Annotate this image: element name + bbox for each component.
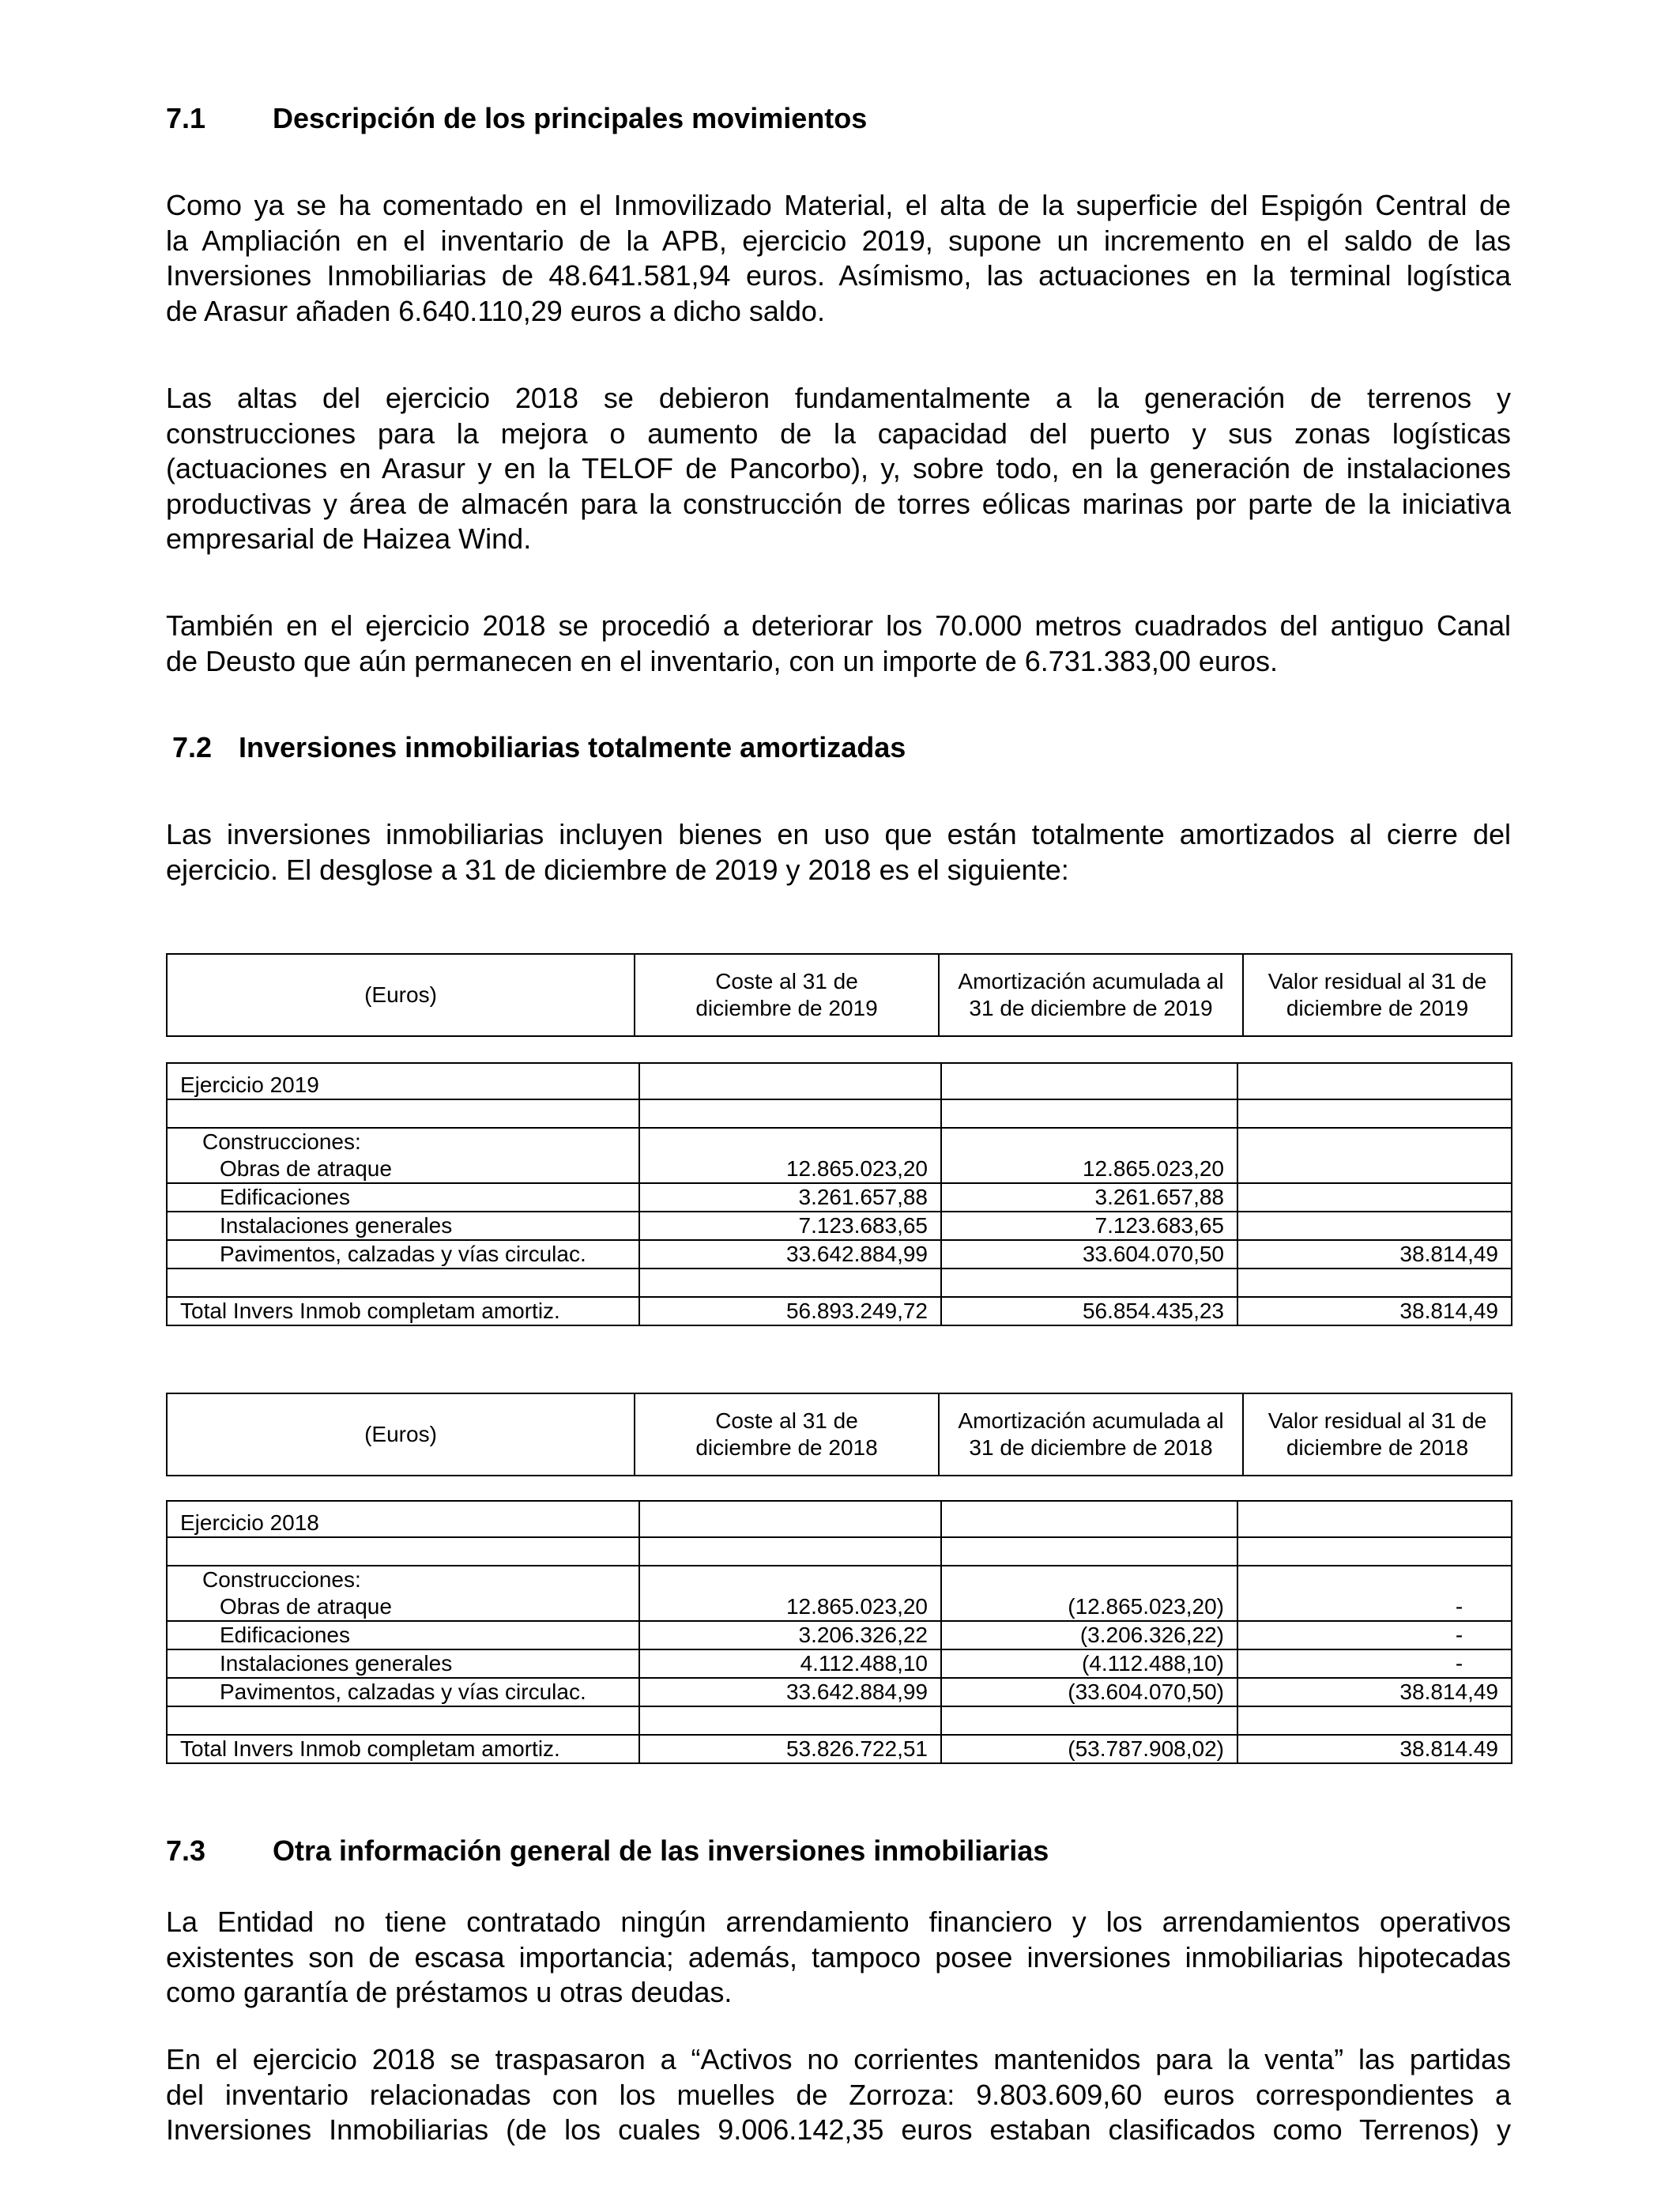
section-number: 7.2 — [172, 731, 213, 763]
cell-residual — [1237, 1155, 1512, 1183]
table-cell-year: Ejercicio 2018 — [167, 1501, 639, 1537]
cell-coste: 12.865.023,20 — [639, 1155, 941, 1183]
section-title: Otra información general de las inversiones inmobiliarias — [273, 1834, 1049, 1867]
cell-residual: - — [1237, 1621, 1512, 1649]
cell-coste: 12.865.023,20 — [639, 1593, 941, 1621]
cell-residual: - — [1237, 1593, 1512, 1621]
table-cell — [639, 1501, 941, 1537]
table-cell — [941, 1063, 1237, 1099]
table-cell — [1237, 1537, 1512, 1566]
row-label: Obras de atraque — [167, 1155, 639, 1183]
cell-residual: - — [1237, 1649, 1512, 1678]
section-number: 7.3 — [166, 1834, 206, 1867]
table-cell — [639, 1063, 941, 1099]
row-label: Instalaciones generales — [167, 1649, 639, 1678]
paragraph-line: Como ya se ha comentado en el Inmovilizado Material, el alta de la superficie del Espigón Central de — [166, 189, 1511, 221]
total-label: Total Invers Inmob completam amortiz. — [167, 1735, 639, 1763]
total-amort: (53.787.908,02) — [941, 1735, 1237, 1763]
table-cell — [941, 1537, 1237, 1566]
row-label: Edificaciones — [167, 1621, 639, 1649]
row-label: Obras de atraque — [167, 1593, 639, 1621]
section-title: Descripción de los principales movimientos — [273, 102, 868, 134]
header-cell: Valor residual al 31 de diciembre de 2018 — [1243, 1393, 1512, 1476]
table-cell-group: Construcciones: — [167, 1128, 639, 1155]
table-cell — [941, 1566, 1237, 1593]
section-heading-7-2 — [172, 730, 906, 765]
table-cell — [1237, 1566, 1512, 1593]
table-cell — [1237, 1128, 1512, 1155]
table-cell — [1237, 1706, 1512, 1735]
paragraph-line: del inventario relacionadas con los muelles de Zorroza: 9.803.609,60 euros correspondientes a — [166, 2078, 1511, 2111]
cell-amort: 7.123.683,65 — [941, 1212, 1237, 1240]
cell-amort: (12.865.023,20) — [941, 1593, 1237, 1621]
header-cell: Amortización acumulada al 31 de diciembre de 2018 — [939, 1393, 1243, 1476]
paragraph-3 — [166, 609, 1511, 679]
header-cell: Coste al 31 de diciembre de 2019 — [635, 954, 939, 1036]
cell-coste: 4.112.488,10 — [639, 1649, 941, 1678]
table-cell — [167, 1269, 639, 1297]
section-heading-7-3 — [166, 1834, 1049, 1868]
cell-coste: 7.123.683,65 — [639, 1212, 941, 1240]
cell-coste: 3.261.657,88 — [639, 1183, 941, 1212]
paragraph-line: construcciones para la mejora o aumento de la capacidad del puerto y sus zonas logísticas — [166, 417, 1511, 450]
table-cell — [941, 1099, 1237, 1128]
section-number: 7.1 — [166, 102, 206, 134]
paragraph-line: la Ampliación en el inventario de la APB, ejercicio 2019, supone un incremento en el saldo de las — [166, 224, 1511, 257]
total-residual: 38.814,49 — [1237, 1297, 1512, 1325]
cell-coste: 33.642.884,99 — [639, 1678, 941, 1706]
table-2019-body — [166, 1062, 1512, 1326]
cell-amort: (4.112.488,10) — [941, 1649, 1237, 1678]
table-cell — [639, 1706, 941, 1735]
table-cell — [167, 1099, 639, 1128]
cell-residual: 38.814,49 — [1237, 1240, 1512, 1269]
table-cell — [639, 1566, 941, 1593]
paragraph-line: (actuaciones en Arasur y en la TELOF de Pancorbo), y, sobre todo, en la generación de instalaciones — [166, 452, 1511, 484]
total-coste: 56.893.249,72 — [639, 1297, 941, 1325]
table-cell — [1237, 1501, 1512, 1537]
cell-coste: 33.642.884,99 — [639, 1240, 941, 1269]
paragraph-2 — [166, 381, 1511, 557]
table-2019-header — [166, 953, 1512, 1037]
paragraph-line: productivas y área de almacén para la construcción de torres eólicas marinas por parte de la iniciativa — [166, 487, 1511, 520]
paragraph-line: En el ejercicio 2018 se traspasaron a “Activos no corrientes mantenidos para la venta” las partidas — [166, 2043, 1511, 2075]
section-heading-7-1 — [166, 101, 867, 136]
paragraph-line: ejercicio. El desglose a 31 de diciembre de 2019 y 2018 es el siguiente: — [166, 853, 1069, 886]
header-cell: (Euros) — [167, 954, 635, 1036]
cell-amort: 33.604.070,50 — [941, 1240, 1237, 1269]
paragraph-line: También en el ejercicio 2018 se procedió a deteriorar los 70.000 metros cuadrados del antiguo Canal — [166, 609, 1511, 642]
row-label: Pavimentos, calzadas y vías circulac. — [167, 1678, 639, 1706]
paragraph-6 — [166, 2042, 1511, 2148]
total-label: Total Invers Inmob completam amortiz. — [167, 1297, 639, 1325]
table-cell — [1237, 1269, 1512, 1297]
total-coste: 53.826.722,51 — [639, 1735, 941, 1763]
table-2018-body — [166, 1500, 1512, 1764]
table-cell — [167, 1537, 639, 1566]
paragraph-line: como garantía de préstamos u otras deudas. — [166, 1976, 733, 2008]
paragraph-line: empresarial de Haizea Wind. — [166, 522, 532, 555]
paragraph-line: de Deusto que aún permanecen en el inventario, con un importe de 6.731.383,00 euros. — [166, 644, 1278, 677]
cell-coste: 3.206.326,22 — [639, 1621, 941, 1649]
paragraph-line: existentes son de escasa importancia; además, tampoco posee inversiones inmobiliarias hipotecadas — [166, 1940, 1511, 1973]
table-cell — [941, 1128, 1237, 1155]
table-cell — [639, 1099, 941, 1128]
table-cell — [1237, 1099, 1512, 1128]
row-label: Pavimentos, calzadas y vías circulac. — [167, 1240, 639, 1269]
paragraph-line: Inversiones Inmobiliarias de 48.641.581,94 euros. Asímismo, las actuaciones en la terminal logística — [166, 259, 1511, 292]
table-cell — [639, 1128, 941, 1155]
table-2018-header — [166, 1393, 1512, 1476]
paragraph-line: Las inversiones inmobiliarias incluyen bienes en uso que están totalmente amortizados al cierre del — [166, 818, 1511, 850]
header-cell: (Euros) — [167, 1393, 635, 1476]
cell-amort: 12.865.023,20 — [941, 1155, 1237, 1183]
paragraph-line: de Arasur añaden 6.640.110,29 euros a dicho saldo. — [166, 294, 825, 327]
cell-residual — [1237, 1183, 1512, 1212]
total-amort: 56.854.435,23 — [941, 1297, 1237, 1325]
paragraph-line: Inversiones Inmobiliarias (de los cuales 9.006.142,35 euros estaban clasificados como Terrenos) y — [166, 2113, 1511, 2146]
table-cell — [639, 1269, 941, 1297]
cell-residual: 38.814,49 — [1237, 1678, 1512, 1706]
table-cell — [941, 1706, 1237, 1735]
row-label: Instalaciones generales — [167, 1212, 639, 1240]
table-cell — [167, 1706, 639, 1735]
table-cell-year: Ejercicio 2019 — [167, 1063, 639, 1099]
cell-amort: 3.261.657,88 — [941, 1183, 1237, 1212]
cell-amort: (33.604.070,50) — [941, 1678, 1237, 1706]
table-cell — [639, 1537, 941, 1566]
table-cell — [941, 1269, 1237, 1297]
cell-amort: (3.206.326,22) — [941, 1621, 1237, 1649]
row-label: Edificaciones — [167, 1183, 639, 1212]
table-cell — [1237, 1063, 1512, 1099]
section-title: Inversiones inmobiliarias totalmente amortizadas — [239, 731, 906, 763]
total-residual: 38.814.49 — [1237, 1735, 1512, 1763]
paragraph-1 — [166, 188, 1511, 329]
header-cell: Valor residual al 31 de diciembre de 2019 — [1243, 954, 1512, 1036]
table-cell — [941, 1501, 1237, 1537]
header-cell: Amortización acumulada al 31 de diciembre de 2019 — [939, 954, 1243, 1036]
paragraph-line: Las altas del ejercicio 2018 se debieron fundamentalmente a la generación de terrenos y — [166, 382, 1511, 414]
paragraph-4 — [166, 817, 1511, 888]
paragraph-line: La Entidad no tiene contratado ningún arrendamiento financiero y los arrendamientos operativos — [166, 1906, 1511, 1938]
paragraph-5 — [166, 1905, 1511, 2011]
table-cell-group: Construcciones: — [167, 1566, 639, 1593]
cell-residual — [1237, 1212, 1512, 1240]
header-cell: Coste al 31 de diciembre de 2018 — [635, 1393, 939, 1476]
